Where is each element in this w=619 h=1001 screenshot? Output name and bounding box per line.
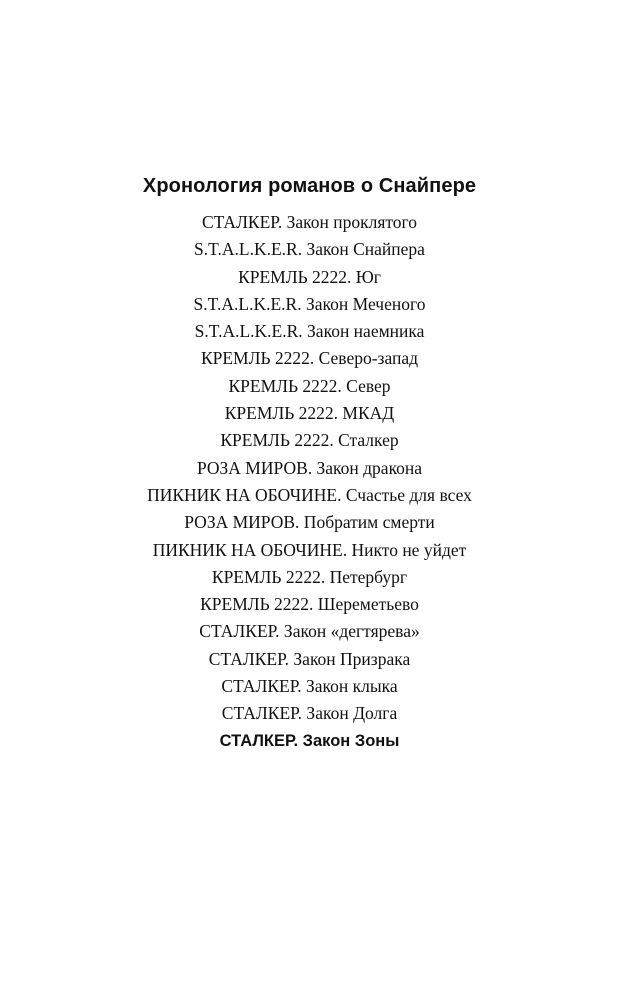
page-title: Хронология романов о Снайпере (142, 175, 477, 197)
list-item: СТАЛКЕР. Закон проклятого (201, 212, 418, 232)
list-item: ПИКНИК НА ОБОЧИНЕ. Счастье для всех (147, 484, 472, 505)
list-item: СТАЛКЕР. Закон клыка (221, 676, 398, 697)
list-item: КРЕМЛЬ 2222. Петербург (211, 566, 408, 587)
list-item: S.T.A.L.K.E.R. Закон Снайпера (194, 239, 425, 260)
list-item: КРЕМЛЬ 2222. Юг (238, 266, 381, 287)
list-item: S.T.A.L.K.E.R. Закон Меченого (193, 293, 426, 314)
list-item: СТАЛКЕР. Закон «дегтярева» (199, 621, 420, 642)
list-item: КРЕМЛЬ 2222. Север (228, 375, 391, 396)
list-item: КРЕМЛЬ 2222. Сталкер (220, 430, 399, 451)
list-item-current: СТАЛКЕР. Закон Зоны (219, 731, 400, 750)
list-item: РОЗА МИРОВ. Закон дракона (196, 457, 423, 478)
list-item: СТАЛКЕР. Закон Долга (221, 703, 398, 724)
list-item: РОЗА МИРОВ. Побратим смерти (184, 512, 435, 533)
list-item: КРЕМЛЬ 2222. Северо-запад (200, 348, 419, 369)
book-list (0, 209, 619, 755)
list-item: СТАЛКЕР. Закон Призрака (208, 648, 411, 669)
list-item: ПИКНИК НА ОБОЧИНЕ. Никто не уйдет (152, 539, 467, 560)
list-item: S.T.A.L.K.E.R. Закон наемника (194, 321, 425, 342)
list-item: КРЕМЛЬ 2222. Шереметьево (200, 594, 419, 615)
list-item: КРЕМЛЬ 2222. МКАД (224, 403, 395, 424)
